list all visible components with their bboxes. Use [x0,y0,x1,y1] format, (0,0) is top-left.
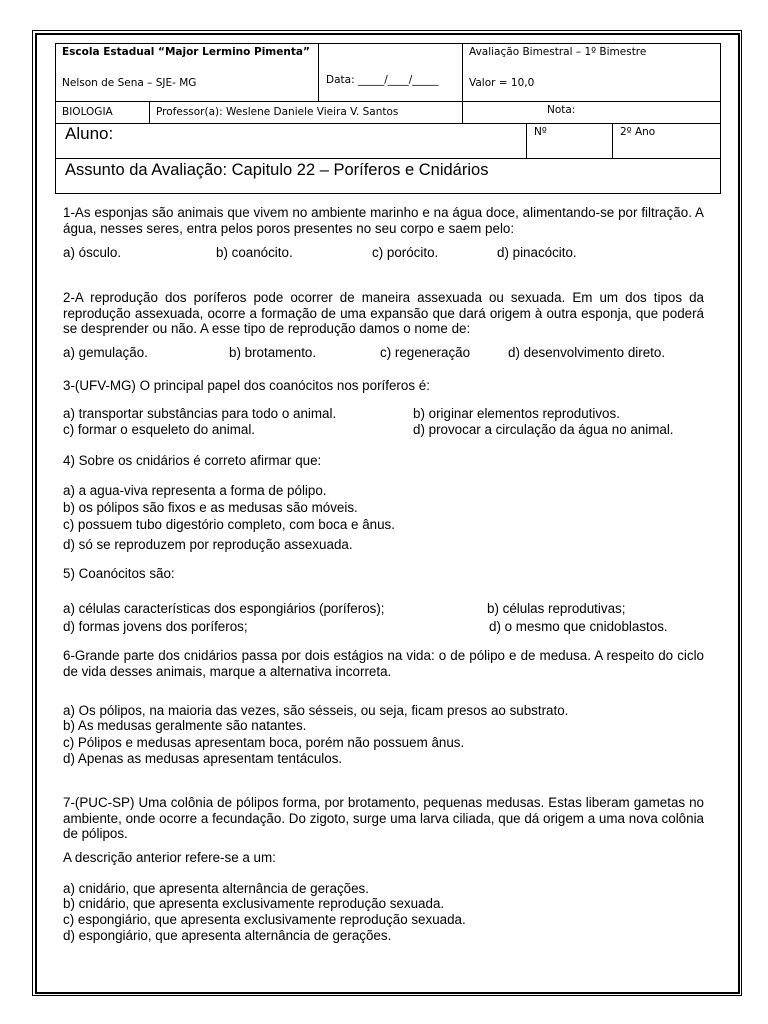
school-year: 2º Ano [620,126,656,138]
evaluation-title: Avaliação Bimestral – 1º Bimestre [469,46,647,58]
header-col-divider-year [612,123,613,159]
header-right-border [720,43,721,194]
question-2-option-b[interactable]: b) brotamento. [229,345,317,360]
question-6-text: 6-Grande parte dos cnidários passa por dois estágios na vida: o de pólipo e de medusa. A respeito do ciclo de vida desses animais, marque a alternativa incorreta. [63,648,704,679]
question-2-text: 2-A reprodução dos poríferos pode ocorrer de maneira assexuada ou sexuada. Em um dos tipos da reprodução assexuada, ocorre a formação de uma expansão que dará origem à outra esponja, que poderá se desprender ou não. A esse tipo de reprodução damos o nome de: [63,290,704,336]
evaluation-value: Valor = 10,0 [469,77,535,89]
teacher-name: Professor(a): Weslene Daniele Vieira V. Santos [156,106,399,118]
question-2-option-a[interactable]: a) gemulação. [63,345,148,360]
student-field[interactable]: Aluno: [65,124,114,143]
question-4-text: 4) Sobre os cnidários é correto afirmar que: [63,453,322,468]
question-7-text: 7-(PUC-SP) Uma colônia de pólipos forma, por brotamento, pequenas medusas. Estas liberam gametas no ambiente, onde ocorre a fecundação. Do zigoto, surge uma larva ciliada, que dá origem a uma nova colônia de pólipos. [63,795,704,841]
header-bottom-border [55,193,721,194]
question-7-option-d[interactable]: d) espongiário, que apresenta alternância de gerações. [63,928,392,943]
grade-field[interactable]: Nota: [547,104,576,116]
date-field[interactable]: Data: _____/____/_____ [326,74,439,86]
school-name: Escola Estadual “Major Lermino Pimenta” [62,46,310,58]
question-7-option-a[interactable]: a) cnidário, que apresenta alternância de gerações. [63,881,369,896]
header-row-divider-3 [55,158,721,159]
question-5-option-b[interactable]: b) células reprodutivas; [487,601,626,616]
header-col-divider-eval [462,43,463,124]
question-1-option-d[interactable]: d) pinacócito. [497,245,577,260]
header-col-divider-number [526,123,527,159]
question-4-option-a[interactable]: a) a agua-viva representa a forma de pólipo. [63,483,327,498]
header-row-divider-2 [55,123,721,124]
question-6-option-d[interactable]: d) Apenas as medusas apresentam tentáculos. [63,751,343,766]
header-top-border [55,43,721,44]
question-3-text: 3-(UFV-MG) O principal papel dos coanócitos nos poríferos é: [63,378,430,393]
school-city: Nelson de Sena – SJE- MG [62,77,197,89]
header-col-divider-date [318,43,319,101]
question-1-option-a[interactable]: a) ósculo. [63,245,122,260]
question-6-option-a[interactable]: a) Os pólipos, na maioria das vezes, são sésseis, ou seja, ficam presos ao substrato. [63,703,569,718]
question-6-option-c[interactable]: c) Pólipos e medusas apresentam boca, porém não possuem ânus. [63,735,465,750]
question-1-option-c[interactable]: c) porócito. [372,245,439,260]
question-7-option-b[interactable]: b) cnidário, que apresenta exclusivamente reprodução sexuada. [63,896,445,911]
question-3-option-d[interactable]: d) provocar a circulação da água no animal. [413,422,674,437]
question-3-option-b[interactable]: b) originar elementos reprodutivos. [413,406,620,421]
header-row-divider-1 [55,101,721,102]
topic-title: Assunto da Avaliação: Capitulo 22 – Poríferos e Cnidários [65,161,489,179]
header-col-divider-teacher [149,101,150,124]
question-4-option-b[interactable]: b) os pólipos são fixos e as medusas são móveis. [63,500,358,515]
question-7-option-c[interactable]: c) espongiário, que apresenta exclusivamente reprodução sexuada. [63,912,466,927]
question-5-text: 5) Coanócitos são: [63,566,175,581]
question-1-text: 1-As esponjas são animais que vivem no ambiente marinho e na água doce, alimentando-se por filtração. A água, nesses seres, entra pelos poros presentes no seu corpo e saem pelo: [63,205,704,236]
question-2-option-d[interactable]: d) desenvolvimento direto. [508,345,666,360]
question-3-option-a[interactable]: a) transportar substâncias para todo o animal. [63,406,337,421]
question-7-prompt: A descrição anterior refere-se a um: [63,850,276,865]
number-field[interactable]: Nº [534,126,547,138]
question-5-option-d2[interactable]: d) o mesmo que cnidoblastos. [489,619,668,634]
question-5-option-d1[interactable]: d) formas jovens dos poríferos; [63,619,248,634]
question-6-option-b[interactable]: b) As medusas geralmente são natantes. [63,718,307,733]
question-3-option-c[interactable]: c) formar o esqueleto do animal. [63,422,256,437]
question-1-option-b[interactable]: b) coanócito. [216,245,293,260]
subject-label: BIOLOGIA [62,106,113,118]
header-left-border [55,43,56,194]
question-4-option-c[interactable]: c) possuem tubo digestório completo, com boca e ânus. [63,517,395,532]
question-4-option-d[interactable]: d) só se reproduzem por reprodução assexuada. [63,537,353,552]
question-5-option-a[interactable]: a) células características dos espongiários (poríferos); [63,601,385,616]
question-2-option-c[interactable]: c) regeneração [380,345,471,360]
